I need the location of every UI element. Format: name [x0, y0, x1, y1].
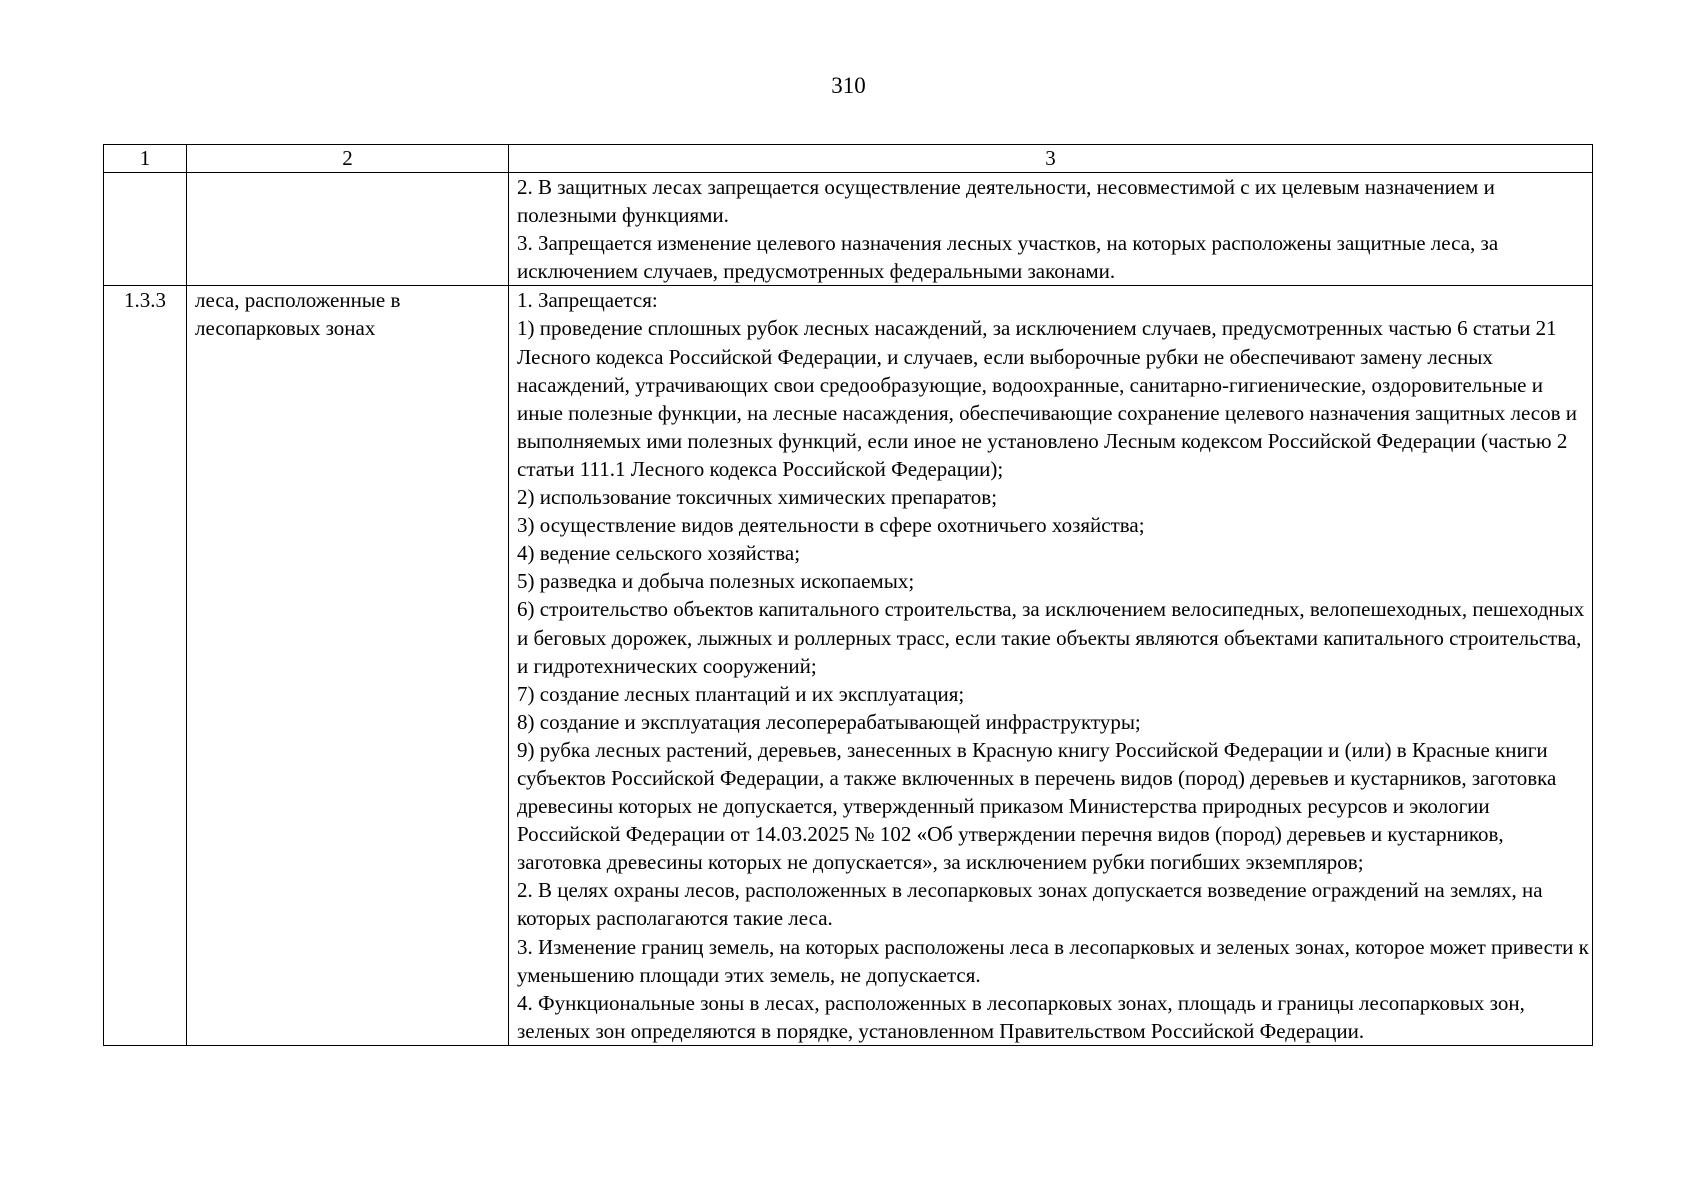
row-number-cell: 1.3.3 [104, 286, 187, 1046]
paragraph: 2. В целях охраны лесов, расположенных в лесопарковых зонах допускается возведение ограждений на землях, на которых располагаются такие леса. [517, 878, 1543, 931]
paragraph: 2. В защитных лесах запрещается осуществление деятельности, несовместимой с их целевым назначением и полезными функциями. [517, 175, 1495, 228]
column-header-1: 1 [104, 145, 187, 173]
paragraph: 5) разведка и добыча полезных ископаемых; [517, 569, 915, 594]
row-name-cell [187, 173, 509, 286]
paragraph: 6) строительство объектов капитального строительства, за исключением велосипедных, велопешеходных, пешеходных и беговых дорожек, лыжных и роллерных трасс, если такие объекты являются объектами капитального строительства, и гидротехнических сооружений; [517, 597, 1585, 678]
paragraph: 4) ведение сельского хозяйства; [517, 541, 801, 566]
paragraph: 3) осуществление видов деятельности в сфере охотничьего хозяйства; [517, 513, 1145, 538]
row-text-cell [509, 173, 1593, 286]
row-number-cell [104, 173, 187, 286]
row-text-cell [509, 286, 1593, 1046]
paragraph: 1. Запрещается: [517, 288, 658, 313]
paragraph: 7) создание лесных плантаций и их эксплуатация; [517, 681, 965, 706]
paragraph: 3. Изменение границ земель, на которых расположены леса в лесопарковых и зеленых зонах, которое может привести к уменьшению площади этих земель, не допускается. [517, 934, 1589, 987]
regulations-table [103, 144, 1593, 1046]
paragraph: 1) проведение сплошных рубок лесных насаждений, за исключением случаев, предусмотренных частью 6 статьи 21 Лесного кодекса Российской Федерации, и случаев, если выборочные рубки не обеспечивают замену лесных насаждений, утрачивающих свои средообразующие, водоохранные, санитарно-гигиенические, оздоровительные и иные полезные функции, на лесные насаждения, обеспечивающие сохранение целевого назначения защитных лесов и выполняемых ими полезных функций, если иное не установлено Лесным кодексом Российской Федерации (частью 2 статьи 111.1 Лесного кодекса Российской Федерации); [517, 316, 1578, 481]
paragraph: 2) использование токсичных химических препаратов; [517, 485, 998, 510]
row-name-cell: леса, расположенные в лесопарковых зонах [187, 286, 509, 1046]
table-row [104, 286, 1593, 1046]
paragraph: 9) рубка лесных растений, деревьев, занесенных в Красную книгу Российской Федерации и (или) в Красные книги субъектов Российской Федерации, а также включенных в перечень видов (пород) деревьев и кустарников, заготовка древесины которых не допускается, утвержденный приказом Министерства природных ресурсов и экологии Российской Федерации от 14.03.2025 № 102 «Об утверждении перечня видов (пород) деревьев и кустарников, заготовка древесины которых не допускается», за исключением рубки погибших экземпляров; [517, 737, 1557, 875]
paragraph: 8) создание и эксплуатация лесоперерабатывающей инфраструктуры; [517, 709, 1141, 734]
paragraph: 3. Запрещается изменение целевого назначения лесных участков, на которых расположены защитные леса, за исключением случаев, предусмотренных федеральными законами. [517, 231, 1499, 284]
table-row [104, 173, 1593, 286]
column-header-2: 2 [187, 145, 509, 173]
page-number: 310 [831, 73, 866, 98]
table-header-row [104, 145, 1593, 173]
paragraph: 4. Функциональные зоны в лесах, расположенных в лесопарковых зонах, площадь и границы лесопарковых зон, зеленых зон определяются в порядке, установленном Правительством Российской Федерации. [517, 990, 1525, 1043]
column-header-3: 3 [509, 145, 1593, 173]
